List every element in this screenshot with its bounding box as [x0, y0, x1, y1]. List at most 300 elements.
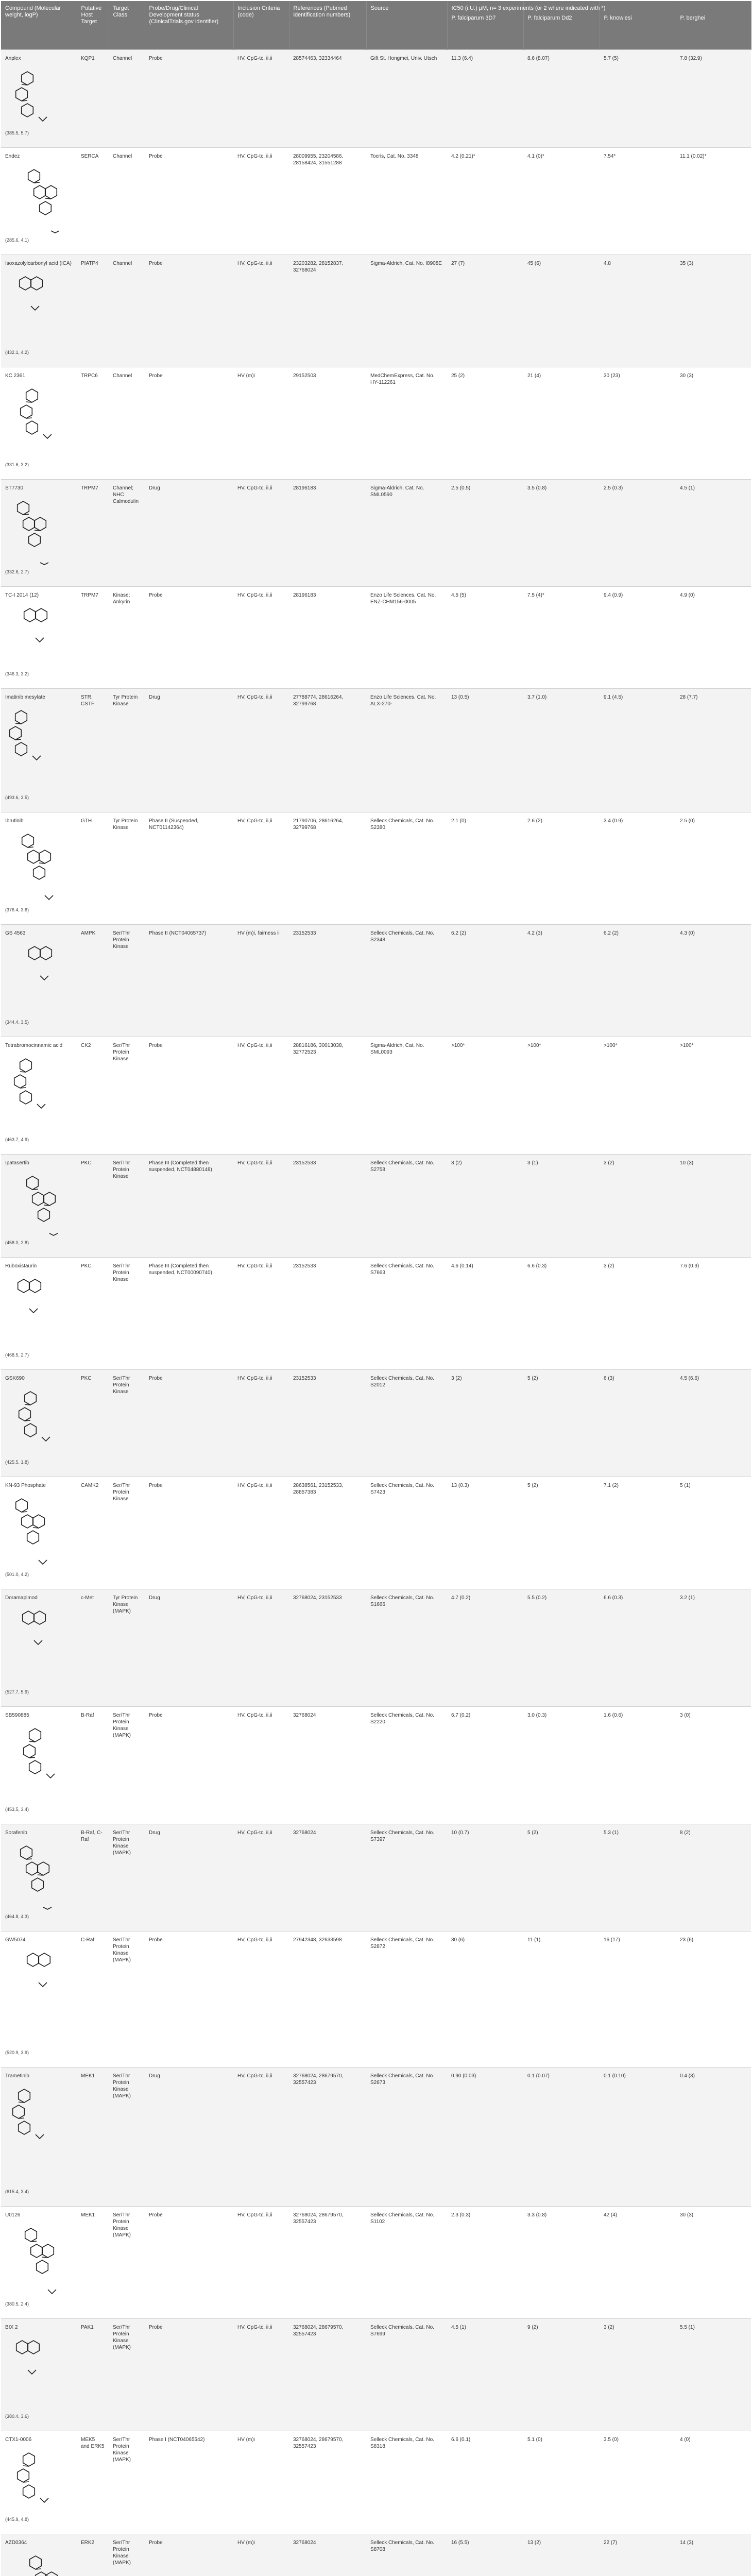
- target-class-cell: Ser/Thr Protein Kinase (MAPK): [109, 2319, 145, 2431]
- target-cell: B-Raf, C-Raf: [77, 1824, 109, 1931]
- status-cell: Phase I (NCT04065542): [145, 2431, 233, 2534]
- ic50-p-berghei-cell: 23 (6): [676, 1931, 751, 2067]
- compound-name: ST7730: [5, 485, 24, 491]
- status-cell: Phase II (Suspended, NCT01142364): [145, 812, 233, 925]
- ic50-p-berghei-cell: 30 (3): [676, 367, 751, 480]
- status-cell: Probe: [145, 148, 233, 255]
- molecular-weight-logp: (331.6, 3.2): [5, 462, 29, 467]
- molecular-weight-logp: (445.9, 4.8): [5, 2517, 29, 2522]
- status-cell: Probe: [145, 1707, 233, 1824]
- criteria-cell: HV, CpG-tc, ii,ii: [233, 587, 289, 689]
- compound-cell: [1, 50, 77, 148]
- header-p-berghei-label: P. berghei: [680, 15, 706, 21]
- molecular-weight-logp: (458.0, 2.8): [5, 1240, 29, 1245]
- ic50-p-falciparum-dd2-cell: 3 (1): [523, 1155, 600, 1258]
- target-cell: PKC: [77, 1370, 109, 1477]
- molecular-weight-logp: (285.6, 4.1): [5, 238, 29, 243]
- status-cell: Phase III (Completed then suspended, NCT04880148): [145, 1155, 233, 1258]
- table-row: [1, 2319, 751, 2431]
- criteria-cell: HV, CpG-tc, ii,ii: [233, 1258, 289, 1370]
- molecule-drawing: [5, 941, 73, 1017]
- target-class-cell: Channel; NHC Calmodulin: [109, 480, 145, 587]
- ic50-p-knowlesi-cell: 7.54*: [600, 148, 676, 255]
- molecule-drawing: [5, 705, 73, 792]
- molecule-structure-icon: [5, 1171, 62, 1238]
- references-cell: 32768024: [289, 1824, 366, 1931]
- molecule-drawing: [5, 1723, 73, 1804]
- table-row: [1, 925, 751, 1037]
- ic50-p-knowlesi-cell: 6.2 (2): [600, 925, 676, 1037]
- ic50-p-falciparum-dd2-cell: 21 (4): [523, 367, 600, 480]
- criteria-cell: HV, CpG-tc, ii,ii: [233, 50, 289, 148]
- target-cell: TRPM7: [77, 480, 109, 587]
- source-cell: Selleck Chemicals, Cat. No. S2220: [366, 1707, 447, 1824]
- ic50-p-knowlesi-cell: 4.8: [600, 255, 676, 367]
- target-class-cell: Ser/Thr Protein Kinase: [109, 1477, 145, 1589]
- ic50-p-falciparum-dd2-cell: 5 (2): [523, 1824, 600, 1931]
- criteria-cell: HV, CpG-tc, ii,ii: [233, 2319, 289, 2431]
- source-cell: Selleck Chemicals, Cat. No. S2872: [366, 1931, 447, 2067]
- table-row: [1, 2534, 751, 2576]
- compound-cell: [1, 2431, 77, 2534]
- molecule-drawing: [5, 828, 73, 905]
- molecule-drawing: [5, 1840, 73, 1911]
- molecule-structure-icon: [5, 1605, 62, 1687]
- ic50-p-falciparum-dd2-cell: 2.6 (2): [523, 812, 600, 925]
- ic50-p-falciparum-3d7-cell: 11.3 (6.4): [447, 50, 523, 148]
- ic50-p-falciparum-dd2-cell: 45 (6): [523, 255, 600, 367]
- ic50-p-knowlesi-cell: 9.1 (4.5): [600, 689, 676, 812]
- ic50-p-falciparum-dd2-cell: 5 (2): [523, 1477, 600, 1589]
- table-row: [1, 1589, 751, 1707]
- header-references: References (Pubmed identification numbers): [289, 1, 366, 50]
- ic50-p-berghei-cell: 4 (0): [676, 2431, 751, 2534]
- source-cell: Selleck Chemicals, Cat. No. S1666: [366, 1589, 447, 1707]
- criteria-cell: HV, CpG-tc, ii,ii: [233, 2207, 289, 2319]
- criteria-cell: HV, CpG-tc, ii,ii: [233, 1370, 289, 1477]
- molecule-drawing: [5, 66, 73, 128]
- target-cell: MEK1: [77, 2067, 109, 2207]
- target-cell: CK2: [77, 1037, 109, 1155]
- source-cell: Sigma-Aldrich, Cat. No. SML0093: [366, 1037, 447, 1155]
- header-target: Putative Host Target: [77, 1, 109, 50]
- compound-name: KC 2361: [5, 373, 25, 379]
- target-class-cell: Channel: [109, 255, 145, 367]
- source-cell: Selleck Chemicals, Cat. No. S2380: [366, 812, 447, 925]
- ic50-p-berghei-cell: 14 (3): [676, 2534, 751, 2576]
- table-row: [1, 1370, 751, 1477]
- target-cell: STR, CSTF: [77, 689, 109, 812]
- header-p-falciparum-dd2-label: P. falciparum Dd2: [527, 15, 572, 21]
- ic50-p-knowlesi-cell: 1.6 (0.6): [600, 1707, 676, 1824]
- table-row: [1, 587, 751, 689]
- target-class-cell: Ser/Thr Protein Kinase (MAPK): [109, 2534, 145, 2576]
- references-cell: 32768024, 23152533: [289, 1589, 366, 1707]
- ic50-p-falciparum-3d7-cell: 0.90 (0.03): [447, 2067, 523, 2207]
- criteria-cell: HV, CpG-tc, ii,ii: [233, 148, 289, 255]
- target-cell: TRPM7: [77, 587, 109, 689]
- ic50-p-falciparum-3d7-cell: >100*: [447, 1037, 523, 1155]
- table-row: [1, 1037, 751, 1155]
- molecule-drawing: [5, 1947, 73, 2047]
- target-class-cell: Ser/Thr Protein Kinase: [109, 925, 145, 1037]
- compound-name: Ibrutinib: [5, 818, 24, 824]
- molecule-drawing: [5, 2083, 73, 2187]
- target-class-cell: Tyr Protein Kinase (MAPK): [109, 1589, 145, 1707]
- ic50-p-falciparum-3d7-cell: 4.2 (0.21)*: [447, 148, 523, 255]
- source-cell: Enzo Life Sciences, Cat. No. ALX-270-: [366, 689, 447, 812]
- compound-name: KN-93 Phosphate: [5, 1483, 46, 1488]
- ic50-p-berghei-cell: 2.5 (0): [676, 812, 751, 925]
- compound-cell: [1, 689, 77, 812]
- compound-cell: [1, 2534, 77, 2576]
- compound-cell: [1, 1155, 77, 1258]
- compound-cell: [1, 925, 77, 1037]
- source-cell: Tocris, Cat. No. 3348: [366, 148, 447, 255]
- source-cell: Selleck Chemicals, Cat. No. S7397: [366, 1824, 447, 1931]
- ic50-p-falciparum-3d7-cell: 10 (0.7): [447, 1824, 523, 1931]
- ic50-p-falciparum-3d7-cell: 4.5 (5): [447, 587, 523, 689]
- ic50-p-falciparum-3d7-cell: 4.5 (1): [447, 2319, 523, 2431]
- target-cell: PKC: [77, 1258, 109, 1370]
- compound-cell: [1, 1589, 77, 1707]
- compound-cell: [1, 367, 77, 480]
- molecule-structure-icon: [5, 2223, 62, 2299]
- molecule-structure-icon: [5, 66, 62, 128]
- ic50-p-falciparum-dd2-cell: 3.3 (0.8): [523, 2207, 600, 2319]
- target-cell: TRPC6: [77, 367, 109, 480]
- ic50-p-falciparum-3d7-cell: 2.5 (0.5): [447, 480, 523, 587]
- molecular-weight-logp: (615.4, 3.4): [5, 2189, 29, 2194]
- molecule-drawing: [5, 2447, 73, 2514]
- ic50-p-knowlesi-cell: 30 (23): [600, 367, 676, 480]
- ic50-p-knowlesi-cell: 6.6 (0.3): [600, 1589, 676, 1707]
- source-cell: Sigma-Aldrich, Cat. No. I8908E: [366, 255, 447, 367]
- ic50-p-falciparum-dd2-cell: 5.1 (0): [523, 2431, 600, 2534]
- target-class-cell: Tyr Protein Kinase: [109, 812, 145, 925]
- ic50-p-falciparum-3d7-cell: 2.3 (0.3): [447, 2207, 523, 2319]
- header-status: Probe/Drug/Clinical Development status (ClinicalTrials.gov identifier): [145, 1, 233, 50]
- compound-name: BIX 2: [5, 2325, 18, 2330]
- criteria-cell: HV, CpG-tc, ii,ii: [233, 1037, 289, 1155]
- ic50-p-berghei-cell: 8 (2): [676, 1824, 751, 1931]
- status-cell: Probe: [145, 2534, 233, 2576]
- status-cell: Probe: [145, 2207, 233, 2319]
- molecule-drawing: [5, 603, 73, 669]
- source-cell: Selleck Chemicals, Cat. No. S2012: [366, 1370, 447, 1477]
- criteria-cell: HV, CpG-tc, ii,ii: [233, 1589, 289, 1707]
- molecular-weight-logp: (344.4, 3.5): [5, 1020, 29, 1025]
- table-body: [1, 50, 751, 2576]
- ic50-p-falciparum-dd2-cell: 3.0 (0.3): [523, 1707, 600, 1824]
- compound-cell: [1, 1931, 77, 2067]
- compound-cell: [1, 1707, 77, 1824]
- molecule-structure-icon: [5, 2083, 62, 2187]
- compound-cell: [1, 1824, 77, 1931]
- status-cell: Probe: [145, 1477, 233, 1589]
- table-row: [1, 1258, 751, 1370]
- status-cell: Drug: [145, 2067, 233, 2207]
- molecular-weight-logp: (493.6, 3.5): [5, 795, 29, 800]
- ic50-p-berghei-cell: 10 (3): [676, 1155, 751, 1258]
- target-class-cell: Ser/Thr Protein Kinase: [109, 1037, 145, 1155]
- header-target-class: Target Class: [109, 1, 145, 50]
- status-cell: Phase II (NCT04065737): [145, 925, 233, 1037]
- molecular-weight-logp: (346.3, 3.2): [5, 671, 29, 676]
- ic50-p-berghei-cell: 3 (0): [676, 1707, 751, 1824]
- ic50-p-falciparum-3d7-cell: 4.6 (0.14): [447, 1258, 523, 1370]
- molecule-structure-icon: [5, 1723, 62, 1804]
- header-p-knowlesi-label: P. knowlesi: [604, 15, 632, 21]
- ic50-p-berghei-cell: 30 (3): [676, 2207, 751, 2319]
- target-cell: PKC: [77, 1155, 109, 1258]
- references-cell: 27942348, 32633598: [289, 1931, 366, 2067]
- molecule-structure-icon: [5, 164, 62, 235]
- references-cell: 23152533: [289, 1258, 366, 1370]
- ic50-p-berghei-cell: 4.9 (0): [676, 587, 751, 689]
- compound-name: Tetrabromocinnamic acid: [5, 1043, 63, 1048]
- source-cell: Selleck Chemicals, Cat. No. S7699: [366, 2319, 447, 2431]
- status-cell: Probe: [145, 255, 233, 367]
- table-row: [1, 2431, 751, 2534]
- ic50-p-falciparum-dd2-cell: 5 (2): [523, 1370, 600, 1477]
- ic50-p-falciparum-3d7-cell: 13 (0.3): [447, 1477, 523, 1589]
- table-row: [1, 255, 751, 367]
- references-cell: 28638561, 23152533, 28857383: [289, 1477, 366, 1589]
- ic50-p-berghei-cell: >100*: [676, 1037, 751, 1155]
- source-cell: Sigma-Aldrich, Cat. No. SML0590: [366, 480, 447, 587]
- ic50-p-falciparum-dd2-cell: 6.6 (0.3): [523, 1258, 600, 1370]
- compound-name: Imatinib mesylate: [5, 694, 45, 700]
- ic50-p-falciparum-3d7-cell: 2.1 (0): [447, 812, 523, 925]
- status-cell: Probe: [145, 1370, 233, 1477]
- compound-name: U0126: [5, 2212, 21, 2218]
- ic50-p-falciparum-3d7-cell: 4.7 (0.2): [447, 1589, 523, 1707]
- source-cell: Selleck Chemicals, Cat. No. S2758: [366, 1155, 447, 1258]
- molecule-structure-icon: [5, 1053, 62, 1134]
- molecule-drawing: [5, 2223, 73, 2299]
- source-cell: Selleck Chemicals, Cat. No. S8708: [366, 2534, 447, 2576]
- molecule-structure-icon: [5, 496, 62, 567]
- compound-name: CTX1-0006: [5, 2437, 32, 2443]
- molecule-drawing: [5, 1386, 73, 1457]
- target-cell: GTH: [77, 812, 109, 925]
- ic50-p-berghei-cell: 7.6 (0.9): [676, 1258, 751, 1370]
- molecule-structure-icon: [5, 2447, 62, 2514]
- ic50-p-knowlesi-cell: 5.7 (5): [600, 50, 676, 148]
- molecular-weight-logp: (468.5, 2.7): [5, 1352, 29, 1358]
- target-class-cell: Ser/Thr Protein Kinase: [109, 1258, 145, 1370]
- status-cell: Drug: [145, 1824, 233, 1931]
- target-class-cell: Channel: [109, 367, 145, 480]
- molecule-drawing: [5, 496, 73, 567]
- molecule-drawing: [5, 2335, 73, 2411]
- criteria-cell: HV, CpG-tc, ii,ii: [233, 1931, 289, 2067]
- molecular-weight-logp: (527.7, 5.9): [5, 1689, 29, 1694]
- compound-name: SB590885: [5, 1713, 29, 1718]
- table-row: [1, 1155, 751, 1258]
- ic50-p-falciparum-dd2-cell: 8.6 (8.07): [523, 50, 600, 148]
- molecule-drawing: [5, 2550, 73, 2576]
- target-class-cell: Channel: [109, 50, 145, 148]
- molecule-drawing: [5, 1053, 73, 1134]
- molecule-structure-icon: [5, 1274, 62, 1350]
- molecular-weight-logp: (501.0, 4.2): [5, 1572, 29, 1577]
- ic50-p-falciparum-dd2-cell: 4.2 (3): [523, 925, 600, 1037]
- ic50-p-falciparum-dd2-cell: 5.5 (0.2): [523, 1589, 600, 1707]
- references-cell: 28196183: [289, 587, 366, 689]
- source-cell: Selleck Chemicals, Cat. No. S1102: [366, 2207, 447, 2319]
- ic50-p-knowlesi-cell: 3.4 (0.9): [600, 812, 676, 925]
- references-cell: 23152533: [289, 1370, 366, 1477]
- ic50-p-knowlesi-cell: 3 (2): [600, 1155, 676, 1258]
- target-class-cell: Kinase; Ankyrin: [109, 587, 145, 689]
- ic50-p-berghei-cell: 4.3 (0): [676, 925, 751, 1037]
- status-cell: Probe: [145, 1931, 233, 2067]
- compound-cell: [1, 148, 77, 255]
- criteria-cell: HV, CpG-tc, ii,ii: [233, 1155, 289, 1258]
- compound-name: TC-I 2014 (12): [5, 592, 39, 598]
- criteria-cell: HV, CpG-tc, ii,ii: [233, 255, 289, 367]
- ic50-p-falciparum-dd2-cell: 3.7 (1.0): [523, 689, 600, 812]
- molecular-weight-logp: (376.4, 3.6): [5, 907, 29, 912]
- ic50-p-berghei-cell: 4.5 (6.6): [676, 1370, 751, 1477]
- criteria-cell: HV (m)i: [233, 2431, 289, 2534]
- compound-name: Doramapimod: [5, 1595, 38, 1601]
- ic50-p-knowlesi-cell: 3 (2): [600, 2319, 676, 2431]
- table-header: [1, 1, 751, 50]
- source-cell: Selleck Chemicals, Cat. No. S7663: [366, 1258, 447, 1370]
- molecule-structure-icon: [5, 383, 62, 460]
- ic50-p-falciparum-dd2-cell: 3.5 (0.8): [523, 480, 600, 587]
- status-cell: Probe: [145, 2319, 233, 2431]
- molecule-structure-icon: [5, 1947, 62, 2047]
- molecule-drawing: [5, 1493, 73, 1569]
- molecule-structure-icon: [5, 705, 62, 792]
- ic50-p-falciparum-3d7-cell: 16 (5.5): [447, 2534, 523, 2576]
- compound-cell: [1, 480, 77, 587]
- compound-cell: [1, 1037, 77, 1155]
- molecular-weight-logp: (464.8, 4.3): [5, 1914, 29, 1919]
- table-row: [1, 2067, 751, 2207]
- molecular-weight-logp: (385.5, 5.7): [5, 130, 29, 135]
- ic50-p-knowlesi-cell: 5.3 (1): [600, 1824, 676, 1931]
- status-cell: Probe: [145, 367, 233, 480]
- ic50-p-berghei-cell: 7.8 (32.9): [676, 50, 751, 148]
- ic50-p-knowlesi-cell: 6 (3): [600, 1370, 676, 1477]
- compound-name: AZD0364: [5, 2540, 27, 2546]
- source-cell: Selleck Chemicals, Cat. No. S7423: [366, 1477, 447, 1589]
- compound-name: GSK690: [5, 1376, 25, 1381]
- target-class-cell: Tyr Protein Kinase: [109, 689, 145, 812]
- compound-name: GW5074: [5, 1937, 26, 1943]
- target-cell: PAK1: [77, 2319, 109, 2431]
- ic50-p-falciparum-dd2-cell: 11 (1): [523, 1931, 600, 2067]
- ic50-p-berghei-cell: 28 (7.7): [676, 689, 751, 812]
- references-cell: 27788774, 28616264, 32799768: [289, 689, 366, 812]
- header-p-berghei: [676, 1, 751, 50]
- ic50-p-falciparum-3d7-cell: 3 (2): [447, 1155, 523, 1258]
- compound-cell: [1, 2319, 77, 2431]
- molecule-structure-icon: [5, 1840, 62, 1911]
- source-cell: Gift St. Hongmei, Univ. Utsch: [366, 50, 447, 148]
- molecule-structure-icon: [5, 941, 62, 1017]
- target-cell: c-Met: [77, 1589, 109, 1707]
- compound-table: [1, 1, 751, 2576]
- target-class-cell: Ser/Thr Protein Kinase (MAPK): [109, 1707, 145, 1824]
- compound-name: Isoxazolylcarbonyl acid (ICA): [5, 261, 72, 266]
- ic50-p-falciparum-3d7-cell: 25 (2): [447, 367, 523, 480]
- header-ic50-group: IC50 (i.U.) μM, n= 3 experiments (or 2 where indicated with *): [451, 5, 606, 11]
- target-cell: CAMK2: [77, 1477, 109, 1589]
- target-cell: MEK5 and ERK5: [77, 2431, 109, 2534]
- criteria-cell: HV, CpG-tc, ii,ii: [233, 1707, 289, 1824]
- header-p-knowlesi: [600, 1, 676, 50]
- molecular-weight-logp: (453.5, 3.4): [5, 1807, 29, 1812]
- criteria-cell: HV, CpG-tc, ii,ii: [233, 1824, 289, 1931]
- status-cell: Probe: [145, 50, 233, 148]
- criteria-cell: HV, CpG-tc, ii,ii: [233, 1477, 289, 1589]
- table-row: [1, 1824, 751, 1931]
- source-cell: Selleck Chemicals, Cat. No. S2673: [366, 2067, 447, 2207]
- references-cell: 23152533: [289, 925, 366, 1037]
- target-cell: C-Raf: [77, 1931, 109, 2067]
- ic50-p-knowlesi-cell: 3.5 (0): [600, 2431, 676, 2534]
- table-row: [1, 812, 751, 925]
- molecule-structure-icon: [5, 1386, 62, 1457]
- ic50-p-knowlesi-cell: 16 (17): [600, 1931, 676, 2067]
- references-cell: 32768024: [289, 2534, 366, 2576]
- ic50-p-falciparum-3d7-cell: 30 (6): [447, 1931, 523, 2067]
- compound-cell: [1, 1258, 77, 1370]
- status-cell: Probe: [145, 587, 233, 689]
- ic50-p-berghei-cell: 3.2 (1): [676, 1589, 751, 1707]
- compound-name: GS 4563: [5, 930, 26, 936]
- target-cell: KQP1: [77, 50, 109, 148]
- molecular-weight-logp: (332.6, 2.7): [5, 569, 29, 574]
- criteria-cell: HV (m)i: [233, 2534, 289, 2576]
- target-class-cell: Ser/Thr Protein Kinase (MAPK): [109, 2431, 145, 2534]
- references-cell: 29152503: [289, 367, 366, 480]
- ic50-p-falciparum-3d7-cell: 27 (7): [447, 255, 523, 367]
- references-cell: 23152533: [289, 1155, 366, 1258]
- compound-name: Ruboxistaurin: [5, 1263, 37, 1269]
- header-source: Source: [366, 1, 447, 50]
- ic50-p-knowlesi-cell: 9.4 (0.9): [600, 587, 676, 689]
- compound-cell: [1, 587, 77, 689]
- status-cell: Drug: [145, 689, 233, 812]
- molecule-structure-icon: [5, 828, 62, 905]
- target-class-cell: Ser/Thr Protein Kinase (MAPK): [109, 2067, 145, 2207]
- references-cell: 28574463, 32334464: [289, 50, 366, 148]
- ic50-p-falciparum-3d7-cell: 6.7 (0.2): [447, 1707, 523, 1824]
- ic50-p-berghei-cell: 35 (3): [676, 255, 751, 367]
- references-cell: 28009955, 23204586, 28158424, 31551288: [289, 148, 366, 255]
- molecule-structure-icon: [5, 2335, 62, 2411]
- ic50-p-berghei-cell: 11.1 (0.02)*: [676, 148, 751, 255]
- compound-cell: [1, 1477, 77, 1589]
- target-cell: SERCA: [77, 148, 109, 255]
- ic50-p-knowlesi-cell: >100*: [600, 1037, 676, 1155]
- criteria-cell: HV, CpG-tc, ii,ii: [233, 2067, 289, 2207]
- ic50-p-falciparum-dd2-cell: 7.5 (4)*: [523, 587, 600, 689]
- source-cell: Enzo Life Sciences, Cat. No. ENZ-CHM156-0005: [366, 587, 447, 689]
- ic50-p-falciparum-dd2-cell: 9 (2): [523, 2319, 600, 2431]
- table-row: [1, 2207, 751, 2319]
- compound-cell: [1, 255, 77, 367]
- molecular-weight-logp: (425.5, 1.8): [5, 1460, 29, 1465]
- compound-name: Anplex: [5, 56, 21, 61]
